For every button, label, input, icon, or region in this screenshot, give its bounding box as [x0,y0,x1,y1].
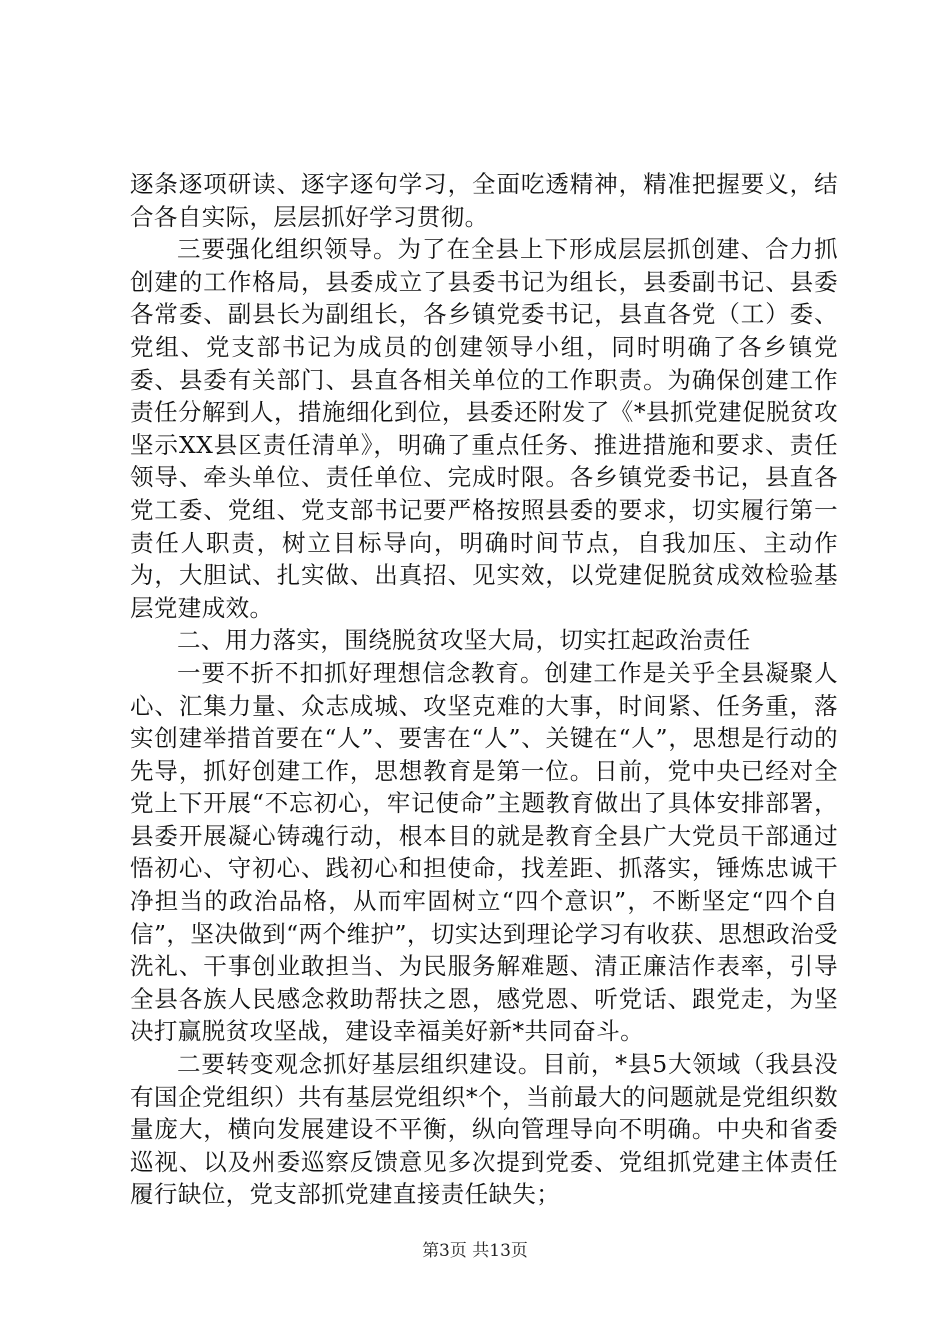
page-footer: 第3页 共13页 [422,1241,528,1261]
paragraph-organization-leadership: 三要强化组织领导。为了在全县上下形成层层抓创建、合力抓创建的工作格局，县委成立了县委书记为组长，县委副书记、县委各常委、副县长为副组长，各乡镇党委书记，县直各党（工）委、党组、党支部书记为成员的创建领导小组，同时明确了各乡镇党委、县委有关部门、县直各相关单位的工作职责。为确保创建工作责任分解到人，措施细化到位，县委还附发了《*县抓党建促脱贫攻坚示XX县区责任清单》，明确了重点任务、推进措施和要求、责任领导、牵头单位、责任单位、完成时限。各乡镇党委书记，县直各党工委、党组、党支部书记要严格按照县委的要求，切实履行第一责任人职责，树立目标导向，明确时间节点，自我加压、主动作为，大胆试、扎实做、出真招、见实效，以党建促脱贫成效检验基层党建成效。 [130,235,838,622]
document-body [130,168,838,1211]
paragraph-continuation: 逐条逐项研读、逐字逐句学习，全面吃透精神，精准把握要义，结合各自实际，层层抓好学习贯彻。 [130,170,838,231]
section-heading-two: 二、用力落实，围绕脱贫攻坚大局，切实扛起政治责任 [177,626,751,655]
paragraph-grassroots-organization: 二要转变观念抓好基层组织建设。目前，*县5大领域（我县没有国企党组织）共有基层党组织*个，当前最大的问题就是党组织数量庞大，横向发展建设不平衡，纵向管理导向不明确。中央和省委巡视、以及州委巡察反馈意见多次提到党委、党组抓党建主体责任履行缺位，党支部抓党建直接责任缺失； [130,1050,838,1209]
paragraph-ideal-belief-education: 一要不折不扣抓好理想信念教育。创建工作是关乎全县凝聚人心、汇集力量、众志成城、攻坚克难的大事，时间紧、任务重，落实创建举措首要在“人”、要害在“人”、关键在“人”，思想是行动的先导，抓好创建工作，思想教育是第一位。日前，党中央已经对全党上下开展“不忘初心，牢记使命”主题教育做出了具体安排部署，县委开展凝心铸魂行动，根本目的就是教育全县广大党员干部通过悟初心、守初心、践初心和担使命，找差距、抓落实，锤炼忠诚干净担当的政治品格，从而牢固树立“四个意识”，不断坚定“四个自信”，坚决做到“两个维护”，切实达到理论学习有收获、思想政治受洗礼、干事创业敢担当、为民服务解难题、清正廉洁作表率，引导全县各族人民感念救助帮扶之恩，感党恩、听党话、跟党走，为坚决打赢脱贫攻坚战，建设幸福美好新*共同奋斗。 [130,658,838,1046]
